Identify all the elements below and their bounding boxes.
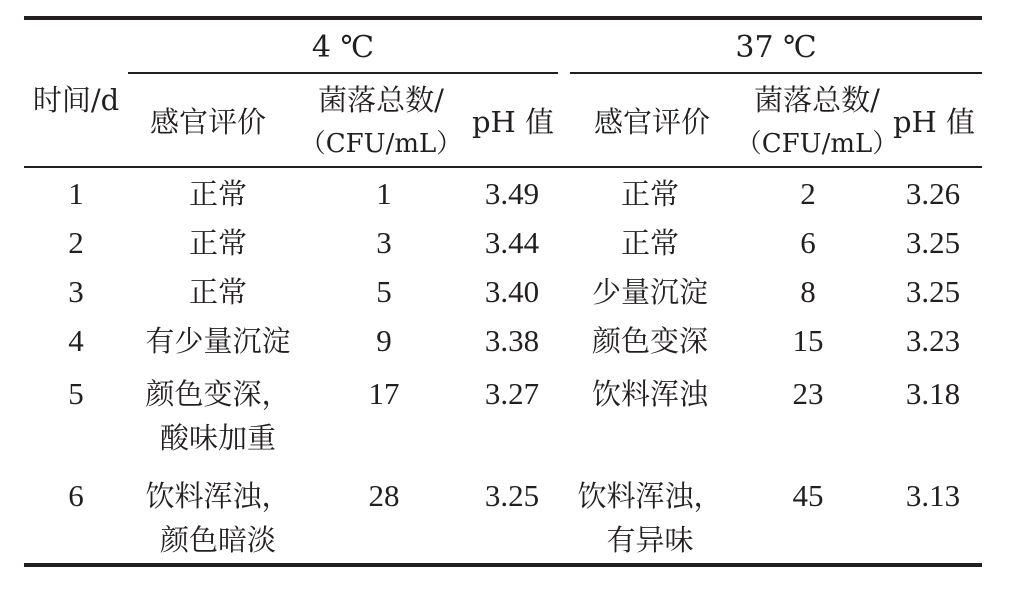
cell-day: 3 [68,274,84,309]
cell-colony-37c: 23 [792,376,824,411]
cell-colony-37c: 6 [800,225,816,260]
cell-colony-4c: 28 [368,478,400,513]
group-header-37c: 37 ℃ [735,30,817,65]
cell-ph-37c: 3.25 [905,225,961,260]
col-header-ph-4c: pH 值 [471,105,555,139]
cell-sensory-37c: 少量沉淀 [591,275,708,309]
cell-ph-37c: 3.13 [905,478,961,513]
cell-sensory-line: 颜色变深， [145,377,291,411]
cell-colony-37c: 2 [800,176,816,211]
cell-sensory-37c: 颜色变深 [591,324,708,358]
cell-ph-4c: 3.25 [484,478,540,513]
cell-sensory-line: 酸味加重 [159,421,276,455]
col-header-ph-37c: pH 值 [892,105,976,139]
col-header-sensory-37c: 感官评价 [593,105,710,139]
cell-sensory-4c: 有少量沉淀 [145,324,291,358]
cell-ph-4c: 3.49 [484,176,540,211]
cell-day: 4 [68,323,84,358]
group-header-4c: 4 ℃ [311,30,375,65]
group-rule-4c [128,72,558,74]
cell-sensory-37c: 饮料浑浊 [591,377,708,411]
cell-ph-37c: 3.25 [905,274,961,309]
cell-ph-37c: 3.18 [905,376,961,411]
col-header-colony-line1: 菌落总数/ [754,83,880,117]
cell-sensory-4c: 正常 [188,275,247,309]
cell-colony-4c: 5 [376,274,392,309]
cell-day: 1 [68,176,84,211]
group-rule-37c [570,72,982,74]
cell-colony-37c: 45 [792,478,824,513]
cell-sensory-4c: 正常 [188,226,247,260]
row-header-time: 时间/d [32,83,120,117]
cell-colony-4c: 17 [368,376,400,411]
cell-ph-37c: 3.23 [905,323,961,358]
cell-colony-4c: 1 [376,176,392,211]
cell-sensory-line: 颜色暗淡 [159,523,276,557]
cell-colony-37c: 15 [792,323,824,358]
cell-sensory-line: 有异味 [606,523,694,557]
cell-sensory-37c [570,474,730,562]
cell-day: 5 [68,376,84,411]
cell-ph-4c: 3.44 [484,225,540,260]
cell-colony-4c: 9 [376,323,392,358]
col-header-colony-4c [286,78,476,166]
data-table [24,16,982,567]
col-header-sensory-4c: 感官评价 [149,105,266,139]
cell-sensory-37c: 正常 [620,177,679,211]
cell-sensory-4c [128,372,308,460]
bottom-rule [24,563,982,567]
cell-ph-37c: 3.26 [905,176,961,211]
cell-colony-4c: 3 [376,225,392,260]
col-header-colony-line2: （CFU/mL） [735,129,899,159]
cell-sensory-4c [128,474,308,562]
header-block [24,20,982,166]
cell-ph-4c: 3.40 [484,274,540,309]
cell-sensory-line: 饮料浑浊， [577,479,723,513]
cell-sensory-37c: 正常 [620,226,679,260]
cell-sensory-4c: 正常 [188,177,247,211]
cell-day: 2 [68,225,84,260]
col-header-colony-37c [722,78,912,166]
cell-day: 6 [68,478,84,513]
cell-ph-4c: 3.27 [484,376,540,411]
table-body [24,168,982,563]
cell-sensory-line: 饮料浑浊， [145,479,291,513]
col-header-colony-line2: （CFU/mL） [299,129,463,159]
col-header-colony-line1: 菌落总数/ [318,83,444,117]
cell-ph-4c: 3.38 [484,323,540,358]
cell-colony-37c: 8 [800,274,816,309]
